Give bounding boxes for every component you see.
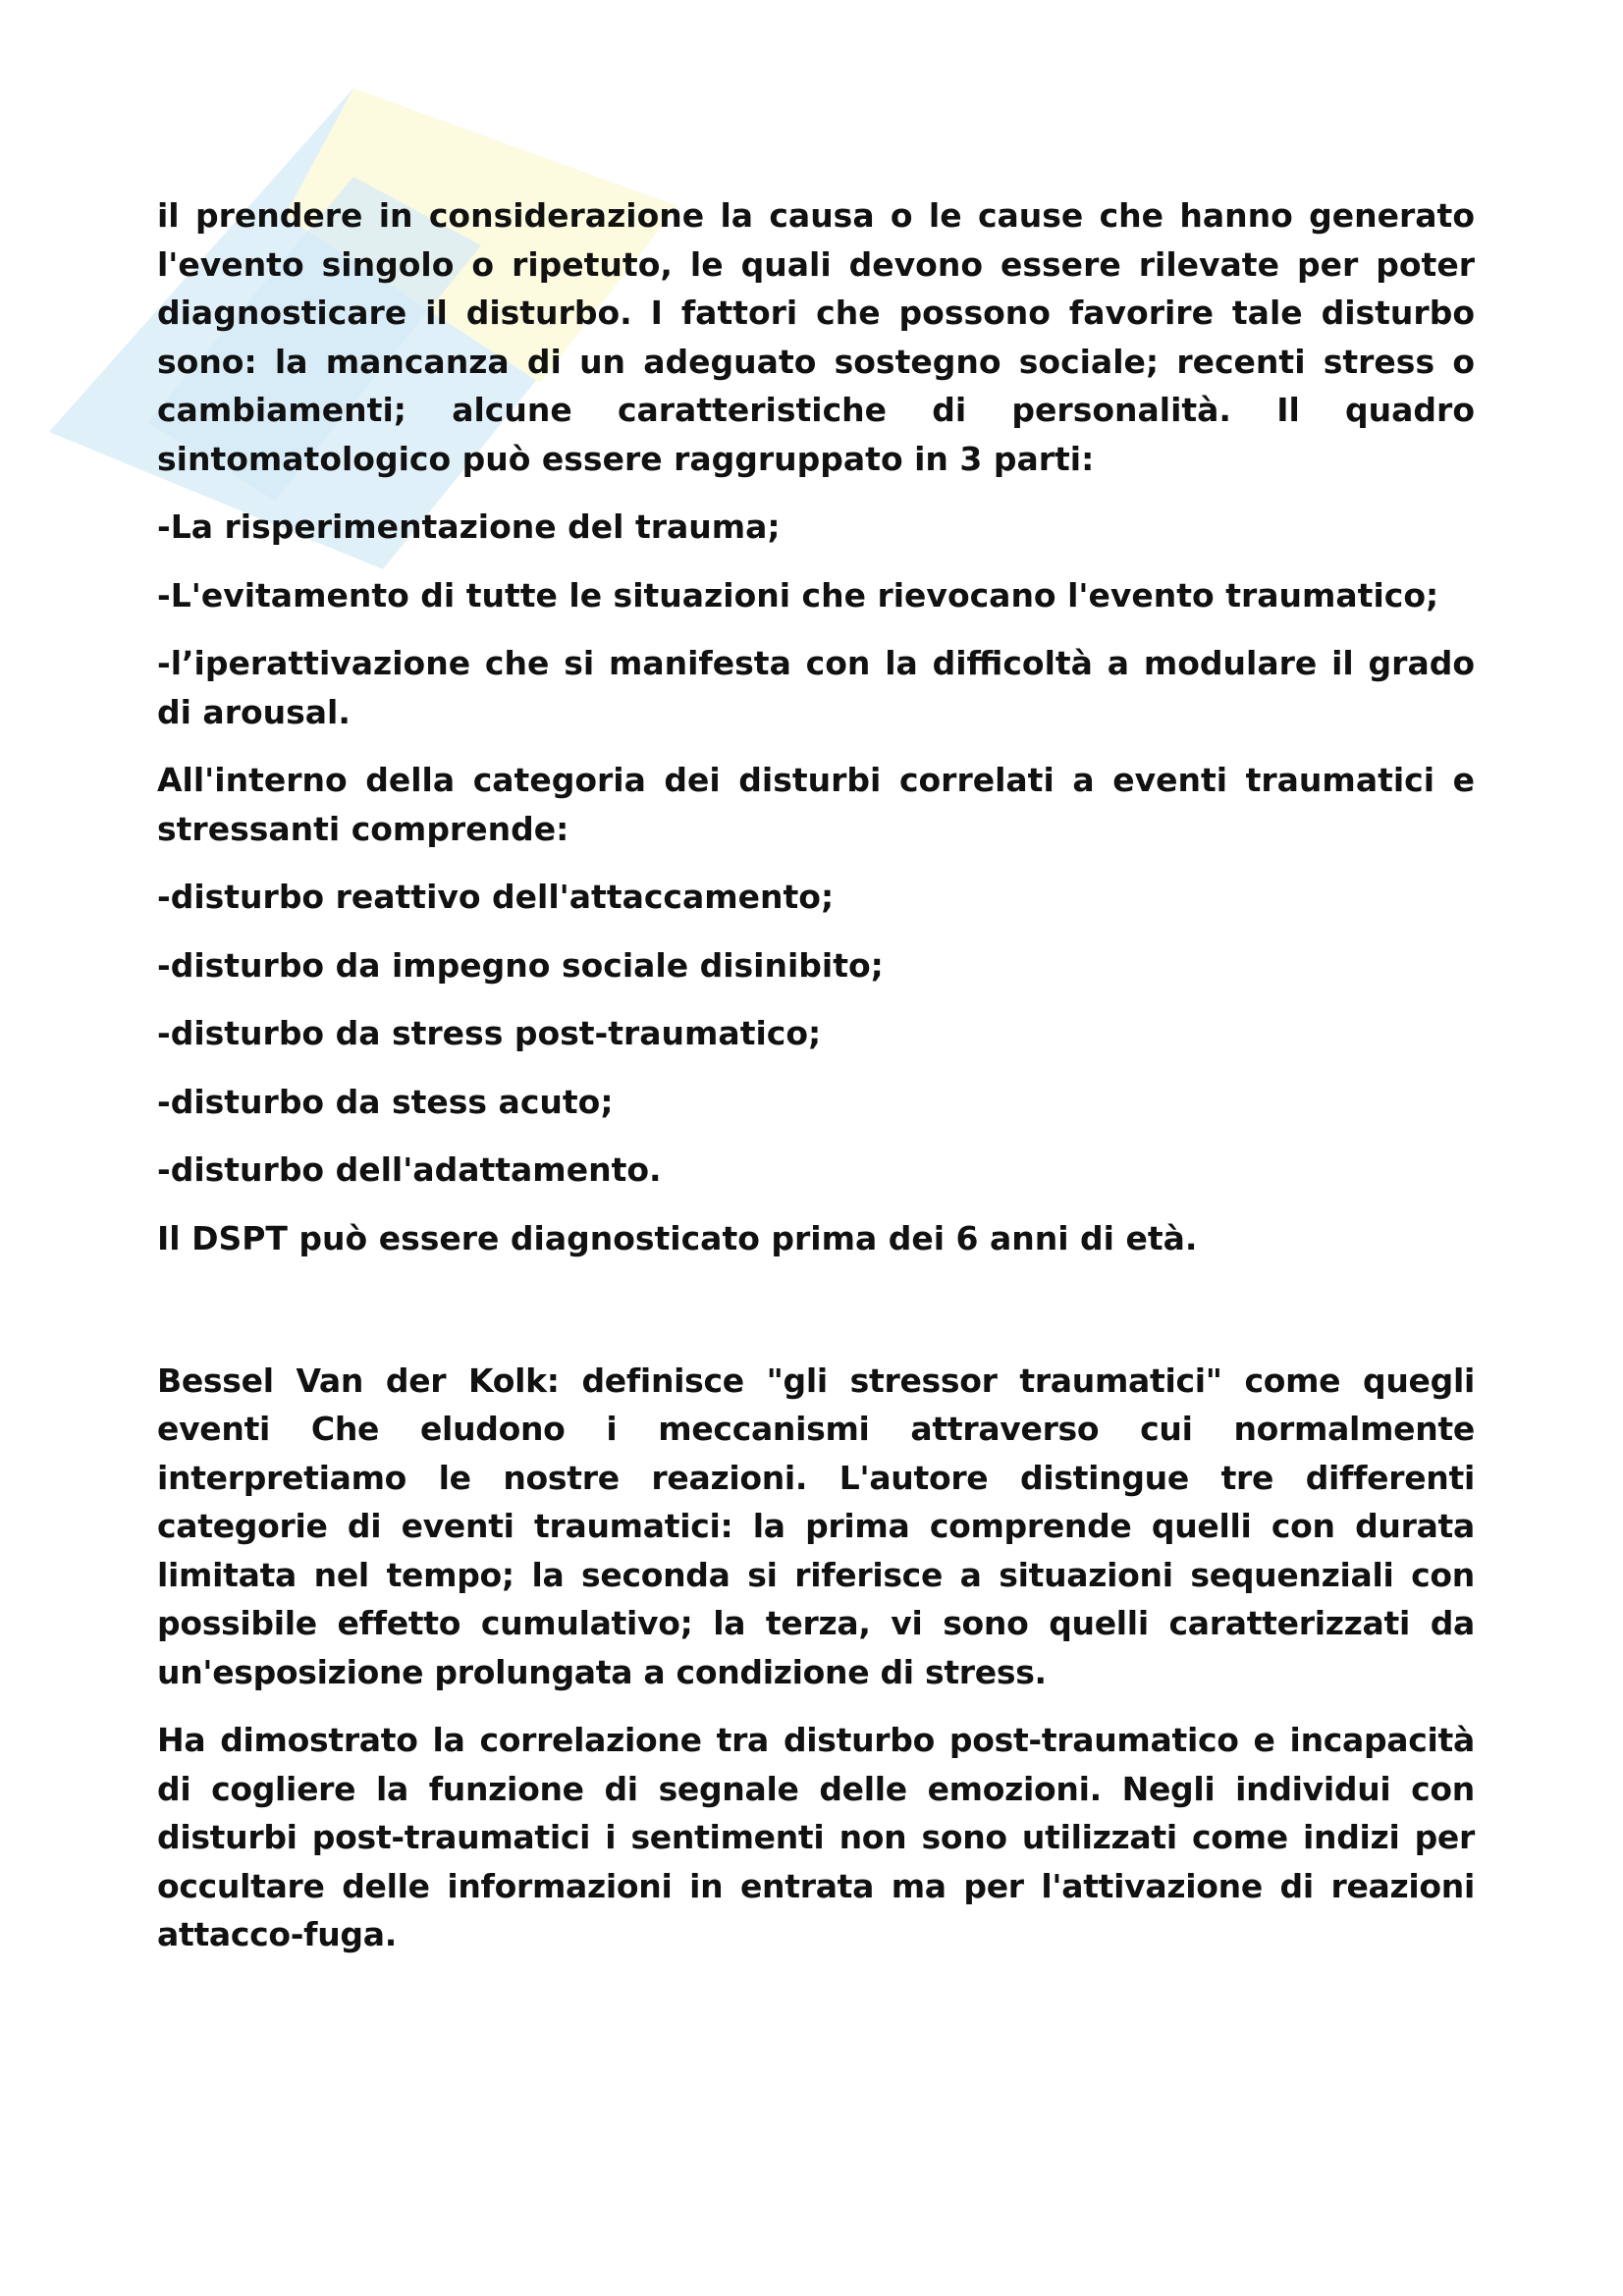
blank-line — [157, 1282, 1475, 1331]
list-item-disorder-3: -disturbo da stress post-traumatico; — [157, 1014, 822, 1052]
list-item-disorder-4: -disturbo da stess acuto; — [157, 1082, 614, 1121]
document-body — [157, 191, 1475, 1979]
paragraph-van-der-kolk: Bessel Van der Kolk: definisce "gli stressor traumatici" come quegli eventi Che eludono i meccanismi attraverso cui normalmente interpretiamo le nostre reazioni. L'autore distingue tre differenti categorie di eventi traumatici: la prima comprende quelli con durata limitata nel tempo; la seconda si riferisce a situazioni sequenziali con possibile effetto cumulativo; la terza, vi sono quelli caratterizzati da un'esposizione prolungata a condizione di stress. — [157, 1361, 1475, 1691]
list-item-symptom-3: -l’iperattivazione che si manifesta con la difficoltà a modulare il grado di arousal. — [157, 644, 1475, 731]
paragraph-correlation: Ha dimostrato la correlazione tra disturbo post-traumatico e incapacità di cogliere la funzione di segnale delle emozioni. Negli individui con disturbi post-traumatici i sentimenti non sono utilizzati come indizi per occultare delle informazioni in entrata ma per l'attivazione di reazioni attacco-fuga. — [157, 1721, 1475, 1953]
list-item-symptom-1: -La risperimentazione del trauma; — [157, 507, 781, 546]
paragraph-causes: il prendere in considerazione la causa o le cause che hanno generato l'evento singolo o ripetuto, le quali devono essere rilevate per poter diagnosticare il disturbo. I fattori che possono favorire tale disturbo sono: la mancanza di un adeguato sostegno sociale; recenti stress o cambiamenti; alcune caratteristiche di personalità. Il quadro sintomatologico può essere raggruppato in 3 parti: — [157, 196, 1475, 478]
paragraph-category: All'interno della categoria dei disturbi correlati a eventi traumatici e stressanti comprende: — [157, 761, 1475, 848]
paragraph-dspt: Il DSPT può essere diagnosticato prima dei 6 anni di età. — [157, 1218, 1198, 1257]
list-item-disorder-5: -disturbo dell'adattamento. — [157, 1150, 662, 1189]
list-item-disorder-2: -disturbo da impegno sociale disinibito; — [157, 945, 884, 985]
list-item-disorder-1: -disturbo reattivo dell'attaccamento; — [157, 878, 835, 916]
list-item-symptom-2: -L'evitamento di tutte le situazioni che rievocano l'evento traumatico; — [157, 575, 1439, 614]
